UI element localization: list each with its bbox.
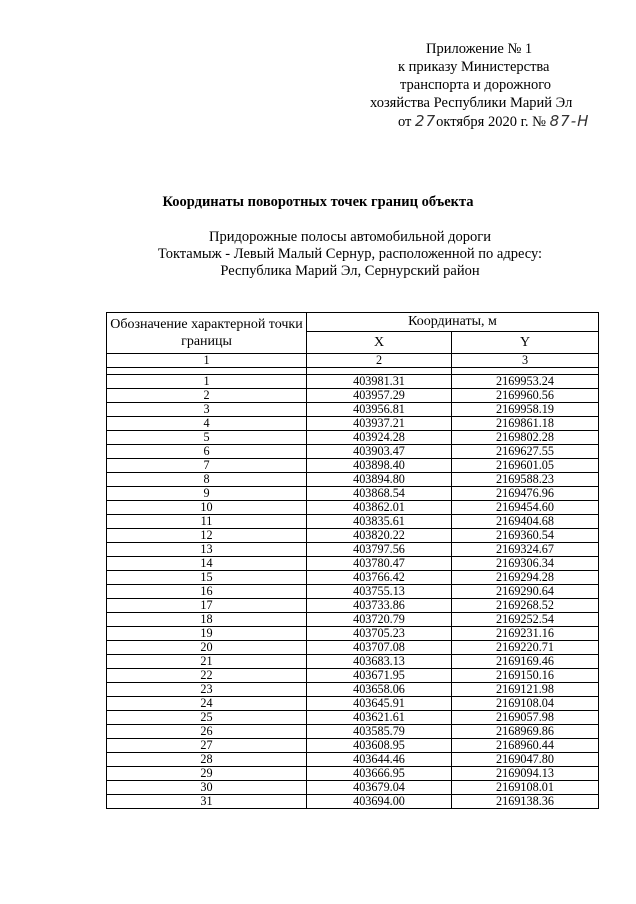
table-body	[107, 375, 599, 809]
x-coordinate-cell: 403683.13	[307, 655, 452, 669]
table-row	[107, 543, 599, 557]
x-coordinate-cell: 403645.91	[307, 697, 452, 711]
y-coordinate-cell: 2169802.28	[452, 431, 599, 445]
y-coordinate-cell: 2169861.18	[452, 417, 599, 431]
x-coordinate-cell: 403658.06	[307, 683, 452, 697]
annex-line-1: Приложение № 1	[426, 41, 533, 57]
y-coordinate-cell: 2168969.86	[452, 725, 599, 739]
x-coordinate-cell: 403644.46	[307, 753, 452, 767]
y-coordinate-cell: 2169150.16	[452, 669, 599, 683]
point-number-cell: 14	[107, 557, 307, 571]
y-coordinate-cell: 2169231.16	[452, 627, 599, 641]
x-coordinate-cell: 403766.42	[307, 571, 452, 585]
table-row	[107, 431, 599, 445]
table-row	[107, 445, 599, 459]
point-number-cell: 18	[107, 613, 307, 627]
x-coordinate-cell: 403937.21	[307, 417, 452, 431]
table-row	[107, 459, 599, 473]
point-number-cell: 16	[107, 585, 307, 599]
x-coordinate-cell: 403679.04	[307, 781, 452, 795]
object-description	[0, 229, 636, 280]
point-number-cell: 9	[107, 487, 307, 501]
y-coordinate-cell: 2169252.54	[452, 613, 599, 627]
y-coordinate-cell: 2169601.05	[452, 459, 599, 473]
annex-block	[352, 40, 612, 131]
table-row	[107, 403, 599, 417]
x-coordinate-cell: 403585.79	[307, 725, 452, 739]
point-number-cell: 6	[107, 445, 307, 459]
table-row	[107, 711, 599, 725]
table-row	[107, 473, 599, 487]
column-number-1: 1	[107, 354, 307, 368]
table-row	[107, 599, 599, 613]
point-number-cell: 2	[107, 389, 307, 403]
x-coordinate-cell: 403733.86	[307, 599, 452, 613]
x-coordinate-cell: 403820.22	[307, 529, 452, 543]
x-coordinate-cell: 403981.31	[307, 375, 452, 389]
table-row	[107, 669, 599, 683]
point-number-cell: 26	[107, 725, 307, 739]
x-coordinate-cell: 403894.80	[307, 473, 452, 487]
table-row	[107, 613, 599, 627]
x-coordinate-cell: 403707.08	[307, 641, 452, 655]
table-row	[107, 683, 599, 697]
y-coordinate-cell: 2169960.56	[452, 389, 599, 403]
table-row	[107, 795, 599, 809]
point-number-cell: 30	[107, 781, 307, 795]
x-coordinate-cell: 403903.47	[307, 445, 452, 459]
table-row	[107, 725, 599, 739]
y-coordinate-cell: 2169169.46	[452, 655, 599, 669]
x-coordinate-cell: 403621.61	[307, 711, 452, 725]
y-coordinate-cell: 2169047.80	[452, 753, 599, 767]
point-number-cell: 1	[107, 375, 307, 389]
point-number-cell: 10	[107, 501, 307, 515]
annex-date-line	[352, 112, 612, 131]
table-row	[107, 781, 599, 795]
x-coordinate-cell: 403780.47	[307, 557, 452, 571]
handwritten-day: 27	[415, 112, 437, 130]
point-number-cell: 23	[107, 683, 307, 697]
table-row	[107, 571, 599, 585]
x-coordinate-cell: 403694.00	[307, 795, 452, 809]
column-number-2: 2	[307, 354, 452, 368]
point-number-cell: 19	[107, 627, 307, 641]
point-number-cell: 31	[107, 795, 307, 809]
x-coordinate-cell: 403608.95	[307, 739, 452, 753]
x-coordinate-cell: 403671.95	[307, 669, 452, 683]
x-coordinate-cell: 403862.01	[307, 501, 452, 515]
coordinates-table	[106, 312, 599, 809]
y-coordinate-cell: 2169404.68	[452, 515, 599, 529]
annex-line-3: транспорта и дорожного	[400, 77, 552, 93]
point-number-cell: 11	[107, 515, 307, 529]
point-number-cell: 7	[107, 459, 307, 473]
y-coordinate-cell: 2169121.98	[452, 683, 599, 697]
table-row	[107, 389, 599, 403]
point-number-cell: 8	[107, 473, 307, 487]
y-coordinate-cell: 2169588.23	[452, 473, 599, 487]
x-coordinate-cell: 403705.23	[307, 627, 452, 641]
y-coordinate-cell: 2169953.24	[452, 375, 599, 389]
table-row	[107, 767, 599, 781]
y-coordinate-cell: 2168960.44	[452, 739, 599, 753]
point-designation-header: Обозначение характерной точки границы	[107, 313, 307, 354]
table-row	[107, 501, 599, 515]
x-coordinate-cell: 403797.56	[307, 543, 452, 557]
point-number-cell: 12	[107, 529, 307, 543]
y-coordinate-cell: 2169108.04	[452, 697, 599, 711]
date-prefix: от	[398, 114, 412, 130]
point-number-cell: 3	[107, 403, 307, 417]
column-number-3: 3	[452, 354, 599, 368]
point-number-cell: 21	[107, 655, 307, 669]
x-coordinate-cell: 403666.95	[307, 767, 452, 781]
x-header: X	[307, 332, 452, 354]
subtitle-line-3: Республика Марий Эл, Сернурский район	[220, 263, 480, 279]
table-row	[107, 515, 599, 529]
y-coordinate-cell: 2169627.55	[452, 445, 599, 459]
y-coordinate-cell: 2169306.34	[452, 557, 599, 571]
point-number-cell: 29	[107, 767, 307, 781]
x-coordinate-cell: 403924.28	[307, 431, 452, 445]
x-coordinate-cell: 403956.81	[307, 403, 452, 417]
annex-line-2: к приказу Министерства	[398, 59, 550, 75]
table-row	[107, 641, 599, 655]
point-number-cell: 24	[107, 697, 307, 711]
y-coordinate-cell: 2169476.96	[452, 487, 599, 501]
y-coordinate-cell: 2169094.13	[452, 767, 599, 781]
y-coordinate-cell: 2169220.71	[452, 641, 599, 655]
coordinates-header: Координаты, м	[307, 313, 599, 332]
x-coordinate-cell: 403898.40	[307, 459, 452, 473]
table-row	[107, 585, 599, 599]
y-coordinate-cell: 2169324.67	[452, 543, 599, 557]
subtitle-line-1: Придорожные полосы автомобильной дороги	[209, 229, 491, 245]
table-row	[107, 557, 599, 571]
point-number-cell: 17	[107, 599, 307, 613]
table-row	[107, 753, 599, 767]
point-number-cell: 28	[107, 753, 307, 767]
x-coordinate-cell: 403755.13	[307, 585, 452, 599]
point-number-cell: 27	[107, 739, 307, 753]
point-number-cell: 25	[107, 711, 307, 725]
y-coordinate-cell: 2169360.54	[452, 529, 599, 543]
y-header: Y	[452, 332, 599, 354]
subtitle-line-2: Токтамыж - Левый Малый Сернур, расположенной по адресу:	[157, 246, 543, 262]
y-coordinate-cell: 2169454.60	[452, 501, 599, 515]
table-row	[107, 697, 599, 711]
x-coordinate-cell: 403835.61	[307, 515, 452, 529]
point-number-cell: 15	[107, 571, 307, 585]
point-number-cell: 20	[107, 641, 307, 655]
y-coordinate-cell: 2169958.19	[452, 403, 599, 417]
table-row	[107, 655, 599, 669]
table-row	[107, 487, 599, 501]
y-coordinate-cell: 2169057.98	[452, 711, 599, 725]
point-number-cell: 4	[107, 417, 307, 431]
x-coordinate-cell: 403720.79	[307, 613, 452, 627]
point-number-cell: 22	[107, 669, 307, 683]
y-coordinate-cell: 2169138.36	[452, 795, 599, 809]
y-coordinate-cell: 2169290.64	[452, 585, 599, 599]
point-number-cell: 5	[107, 431, 307, 445]
y-coordinate-cell: 2169268.52	[452, 599, 599, 613]
y-coordinate-cell: 2169108.01	[452, 781, 599, 795]
y-coordinate-cell: 2169294.28	[452, 571, 599, 585]
x-coordinate-cell: 403868.54	[307, 487, 452, 501]
table-row	[107, 529, 599, 543]
table-row	[107, 375, 599, 389]
date-rest: октября 2020 г. №	[436, 114, 546, 130]
document-title: Координаты поворотных точек границ объекта	[162, 194, 474, 210]
annex-line-4: хозяйства Республики Марий Эл	[370, 95, 573, 111]
table-row	[107, 417, 599, 431]
point-number-cell: 13	[107, 543, 307, 557]
table-row	[107, 627, 599, 641]
table-row	[107, 739, 599, 753]
x-coordinate-cell: 403957.29	[307, 389, 452, 403]
handwritten-order-number: 87-Н	[549, 112, 590, 130]
